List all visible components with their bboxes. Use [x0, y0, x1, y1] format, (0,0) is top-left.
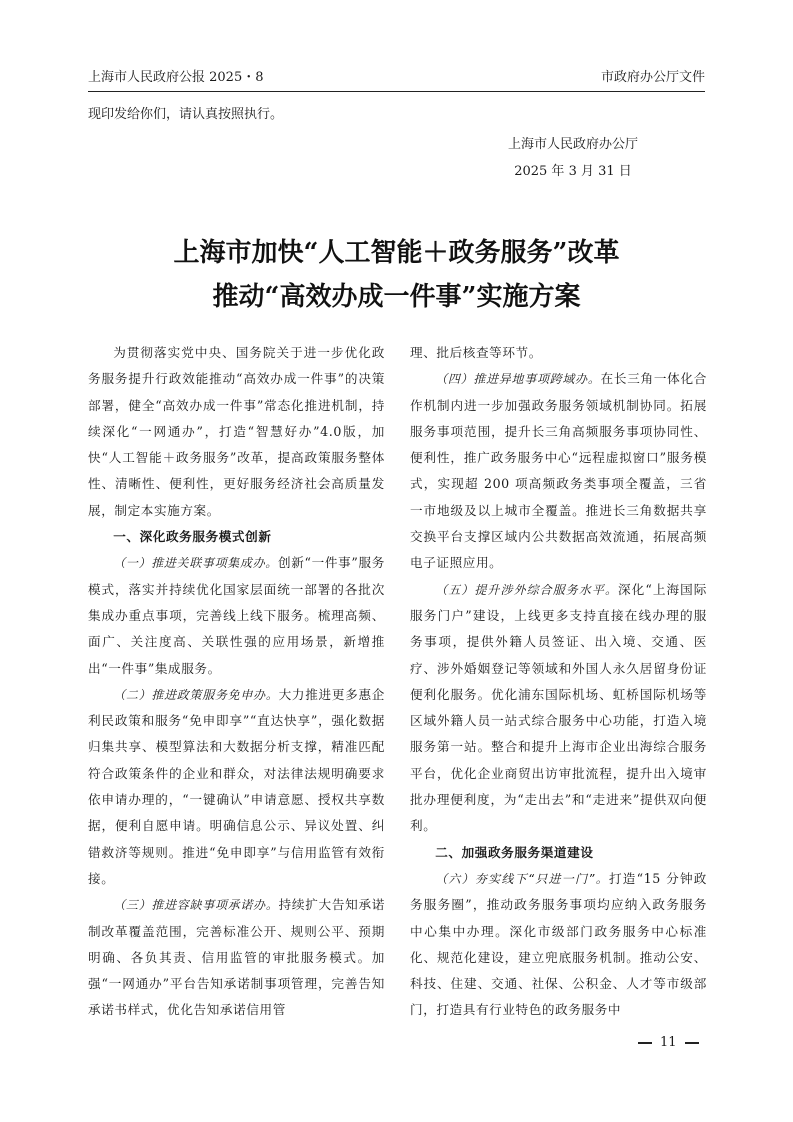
item-lead: （二）推进政策服务免申办。: [113, 687, 279, 702]
item-paragraph: [88, 682, 385, 892]
document-title-line2: 推动“高效办成一件事”实施方案: [212, 282, 581, 312]
section-heading-2: 二、加强政务服务渠道建设: [435, 844, 594, 860]
page-dash-right: [685, 1042, 699, 1044]
item-body: 在长三角一体化合作机制内进一步加强政务服务领域机制协同。拓展服务事项范围，提升长三角高频服务事项协同性、便利性，推广政务服务中心“远程虚拟窗口”服务模式，实现超 200 项高频政务类事项全覆盖，三省一市地级及以上城市全覆盖。推进长三角数据共享交换平台支撑区域内公共数据高效流通，拓展高频电子证照应用。: [410, 371, 707, 571]
item-body: 大力推进更多惠企利民政策和服务“免申即享”“直达快享”，强化数据归集共享、模型算法和大数据分析支撑，精准匹配符合政策条件的企业和群众，对法律法规明确要求依申请办理的，“一键确认”申请意愿、授权共享数据，便利自愿申请。明确信息公示、异议处置、纠错救济等规则。推进“免申即享”与信用监管有效衔接。: [88, 686, 385, 886]
page-dash-left: [638, 1042, 652, 1044]
document-title-line1: 上海市加快“人工智能＋政务服务”改革: [173, 238, 620, 268]
page-number-value: 11: [660, 1035, 677, 1050]
journal-issue: 上海市人民政府公报 2025・8: [88, 70, 264, 85]
running-header: [88, 66, 705, 86]
signature-date: 2025 年 3 月 31 日: [514, 164, 632, 179]
page-number: [630, 1035, 707, 1050]
left-column: [88, 340, 385, 1024]
item-body: 深化“上海国际服务门户”建设，上线更多支持直接在线办理的服务事项，提供外籍人员签证、出入境、交通、医疗、涉外婚姻登记等领域和外国人永久居留身份证便利化服务。优化浦东国际机场、虹桥国际机场等区域外籍人员一站式综合服务中心功能，打造入境服务第一站。整合和提升上海市企业出海综合服务平台，优化企业商贸出访审批流程，提升出入境审批办理便利度，为“走出去”和“走进来”提供双向便利。: [410, 581, 707, 834]
continuation-paragraph: 理、批后核查等环节。: [410, 345, 542, 360]
item-lead: （六）夯实线下“只进一门”。: [435, 871, 609, 886]
item-paragraph: [410, 366, 707, 576]
section-heading-1: 一、深化政务服务模式创新: [113, 529, 272, 545]
document-category: 市政府办公厅文件: [600, 70, 705, 85]
item-paragraph: [88, 892, 385, 1023]
item-lead: （一）推进关联事项集成办。: [113, 556, 278, 571]
right-column: [410, 340, 707, 1024]
intro-line: 现印发给你们，请认真按照执行。: [88, 107, 284, 122]
item-body: 创新“一件事”服务模式，落实并持续优化国家层面统一部署的各批次集成办重点事项，完善线上线下服务。梳理高频、面广、关注度高、关联性强的应用场景，新增推出“一件事”集成服务。: [88, 555, 385, 676]
item-paragraph: [88, 550, 385, 681]
item-paragraph: [410, 577, 707, 840]
preamble-paragraph: 为贯彻落实党中央、国务院关于进一步优化政务服务提升行政效能推动“高效办成一件事”的决策部署，健全“高效办成一件事”常态化推进机制，持续深化“一网通办”，打造“智慧好办”4.0版，加快“人工智能＋政务服务”改革，提高政策服务整体性、清晰性、便利性，更好服务经济社会高质量发展，制定本实施方案。: [88, 345, 385, 518]
item-lead: （三）推进容缺事项承诺办。: [113, 898, 279, 913]
item-lead: （五）提升涉外综合服务水平。: [435, 582, 619, 597]
item-paragraph: [410, 866, 707, 1024]
item-body: 打造“15 分钟政务服务圈”，推动政务服务事项均应纳入政务服务中心集中办理。深化市级部门政务服务中心标准化、规范化建设，建立兜底服务机制。推动公安、科技、住建、交通、社保、公积金、人才等市级部门，打造具有行业特色的政务服务中: [410, 870, 707, 1018]
item-lead: （四）推进异地事项跨域办。: [435, 372, 601, 387]
signature-org: 上海市人民政府办公厅: [507, 137, 638, 152]
header-rule: [88, 91, 705, 92]
item-body: 持续扩大告知承诺制改革覆盖范围，完善标准公开、规则公平、预期明确、各负其责、信用监管的审批服务模式。加强“一网通办”平台告知承诺制事项管理，完善告知承诺书样式，优化告知承诺信用管: [88, 897, 385, 1018]
